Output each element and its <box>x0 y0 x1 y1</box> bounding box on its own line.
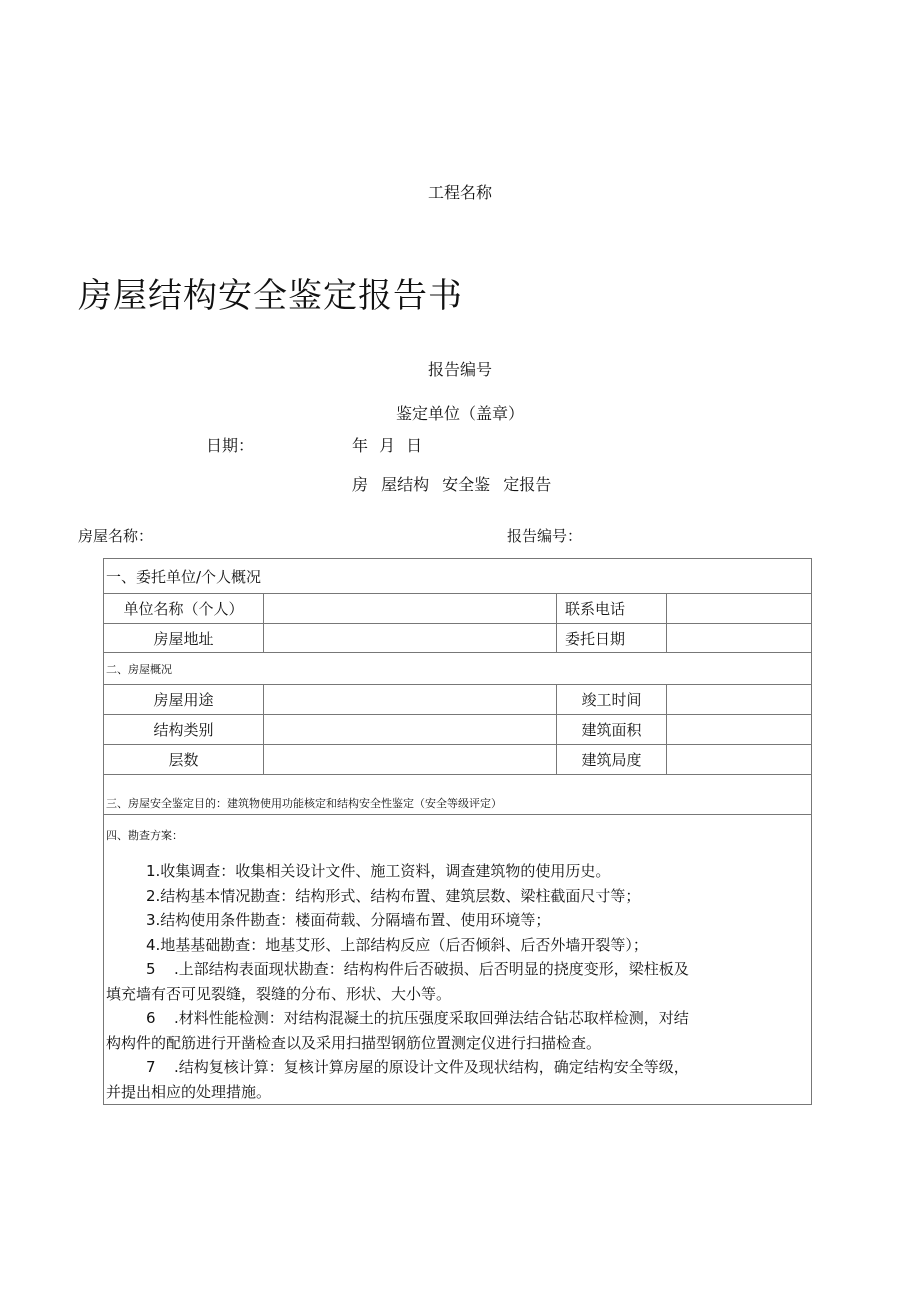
plan-item-3: 3.结构使用条件勘查：楼面荷载、分隔墙布置、使用环境等； <box>146 911 551 929</box>
section-plan <box>104 815 812 1105</box>
plan-item-6-continued: 构构件的配筋进行开凿检查以及采用扫描型钢筋位置测定仪进行扫描检查。 <box>106 1033 602 1052</box>
plan-item-1: 1.收集调查：收集相关设计文件、施工资料，调查建筑物的使用历史。 <box>146 862 611 880</box>
phone-value[interactable] <box>667 594 812 624</box>
plan-body <box>104 849 811 1104</box>
area-label: 建筑面积 <box>557 715 667 745</box>
table-row <box>104 594 812 624</box>
plan-item-4: 4.地基基础勘查：地基艾形、上部结构反应（后否倾斜、后否外墙开裂等）； <box>146 935 648 954</box>
floors-label: 层数 <box>104 745 264 775</box>
house-name-label: 房屋名称： <box>78 527 154 545</box>
plan-item-5-text: .上部结构表面现状勘查：结构构件后否破损、后否明显的挠度变形，梁柱板及 <box>174 960 689 978</box>
table-row <box>104 685 812 715</box>
phone-label: 联系电话 <box>557 594 667 624</box>
plan-item-7-continued: 并提出相应的处理措施。 <box>106 1082 272 1101</box>
plan-item-2: 2.结构基本情况勘查：结构形式、结构布置、建筑层数、梁柱截面尺寸等； <box>146 886 641 905</box>
usage-label: 房屋用途 <box>104 685 264 715</box>
section-purpose-title: 三、房屋安全鉴定目的：建筑物使用功能核定和结构安全性鉴定（安全等级评定） <box>104 775 812 815</box>
report-title: 房屋结构安全鉴定报告书 <box>78 276 463 316</box>
cover-report-number-label: 报告编号 <box>427 360 492 379</box>
address-value[interactable] <box>264 624 557 653</box>
unit-name-label: 单位名称（个人） <box>104 594 264 624</box>
report-subtitle: 房 屋结构 安全鉴 定报告 <box>352 475 552 494</box>
floors-value[interactable] <box>264 745 557 775</box>
plan-item-6-text: .材料性能检测：对结构混凝土的抗压强度采取回弹法结合钻芯取样检测，对结 <box>174 1009 689 1027</box>
commission-date-label: 委托日期 <box>557 624 667 653</box>
completion-label: 竣工时间 <box>557 685 667 715</box>
height-label: 建筑局度 <box>557 745 667 775</box>
plan-item-7-text: .结构复核计算：复核计算房屋的原设计文件及现状结构，确定结构安全等级， <box>174 1058 689 1076</box>
usage-value[interactable] <box>264 685 557 715</box>
appraisal-org-label: 鉴定单位（盖章） <box>395 404 524 423</box>
completion-value[interactable] <box>667 685 812 715</box>
section-overview-title: 二、房屋概况 <box>104 653 812 685</box>
plan-item-5-continued: 填充墙有否可见裂缝，裂缝的分布、形状、大小等。 <box>106 984 452 1003</box>
plan-item-6-number: 6 <box>146 1009 156 1027</box>
section-client-title: 一、委托单位/个人概况 <box>104 559 812 594</box>
unit-name-value[interactable] <box>264 594 557 624</box>
plan-item-7 <box>106 1055 809 1080</box>
section-overview-header <box>104 653 812 685</box>
plan-item-5 <box>106 957 809 982</box>
date-value: 年 月 日 <box>352 436 423 455</box>
height-value[interactable] <box>667 745 812 775</box>
table-row <box>104 624 812 653</box>
structure-type-label: 结构类别 <box>104 715 264 745</box>
plan-item-5-number: 5 <box>146 960 156 978</box>
plan-item-6 <box>106 1006 809 1031</box>
commission-date-value[interactable] <box>667 624 812 653</box>
address-label: 房屋地址 <box>104 624 264 653</box>
section-purpose <box>104 775 812 815</box>
structure-type-value[interactable] <box>264 715 557 745</box>
plan-item-7-number: 7 <box>146 1058 156 1076</box>
table-row <box>104 745 812 775</box>
project-name-label: 工程名称 <box>427 183 492 202</box>
date-label: 日期： <box>206 436 255 455</box>
report-number-label: 报告编号： <box>507 527 583 545</box>
area-value[interactable] <box>667 715 812 745</box>
plan-cell <box>104 815 812 1105</box>
section-client-header <box>104 559 812 594</box>
section-plan-title: 四、勘查方案： <box>106 829 183 842</box>
table-row <box>104 715 812 745</box>
report-table <box>103 558 812 1105</box>
